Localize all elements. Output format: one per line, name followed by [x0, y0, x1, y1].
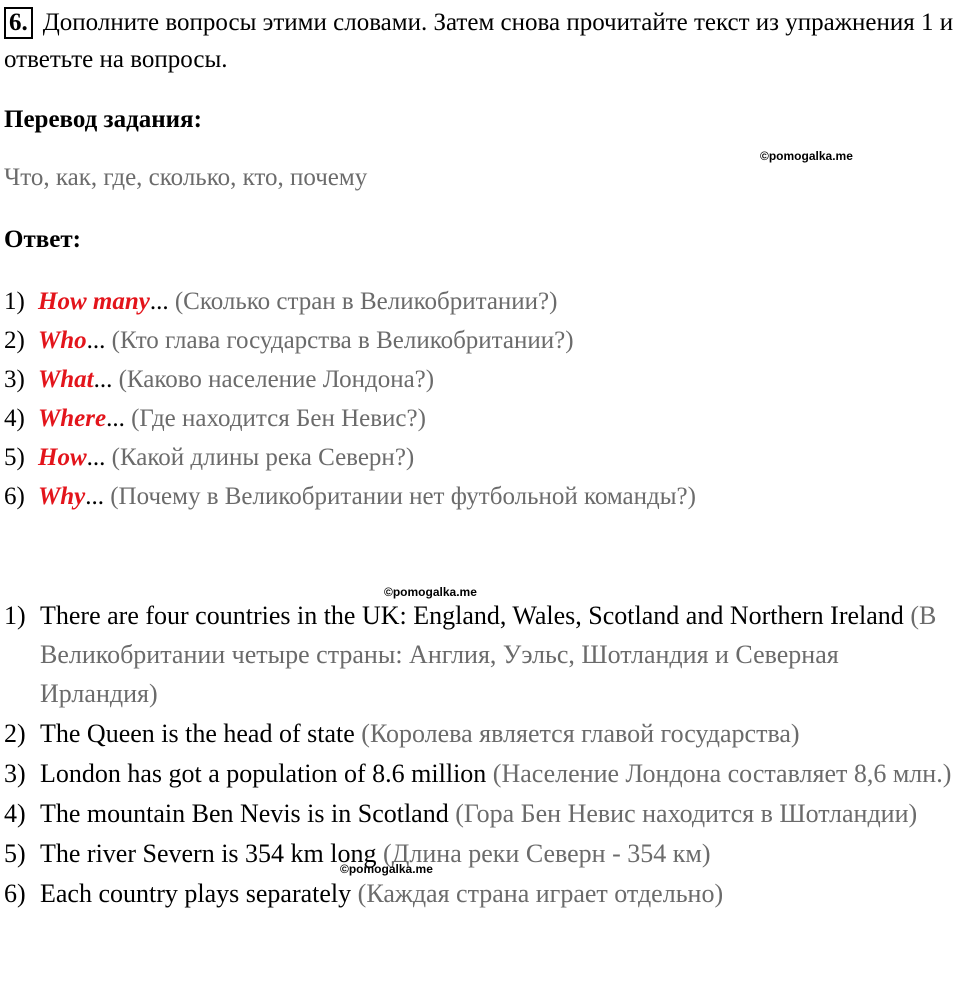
task-text: Дополните вопросы этими словами. Затем снова прочитайте текст из упражнения 1 и ответьте на вопросы. — [4, 9, 954, 73]
answer-translation: (Длина реки Северн - 354 км) — [376, 839, 711, 868]
question-word: Where — [38, 405, 107, 432]
ellipsis: ... — [86, 444, 106, 471]
list-item — [4, 596, 960, 713]
ellipsis: ... — [106, 405, 125, 432]
item-number: 4) — [4, 405, 25, 432]
item-number: 2) — [4, 719, 26, 748]
ellipsis: ... — [85, 483, 104, 510]
answer-translation: (Королева является главой государства) — [354, 719, 800, 748]
question-word: Why — [38, 483, 86, 510]
list-item — [4, 321, 696, 360]
task-statement — [4, 4, 954, 78]
translation-text: Что, как, где, сколько, кто, почему — [4, 164, 368, 191]
answer-heading: Ответ: — [4, 226, 81, 253]
list-item — [4, 399, 696, 438]
translation-heading: Перевод задания: — [4, 106, 202, 133]
answer-translation: (Гора Бен Невис находится в Шотландии) — [448, 799, 918, 828]
answer-english: There are four countries in the UK: England, Wales, Scotland and Northern Ireland — [40, 601, 904, 630]
item-number: 6) — [4, 483, 25, 510]
question-word: Who — [38, 327, 87, 354]
watermark: ©pomogalka.me — [384, 585, 477, 599]
item-number: 6) — [4, 879, 26, 908]
item-number: 1) — [4, 288, 25, 315]
list-item — [4, 438, 696, 477]
list-item — [4, 754, 960, 793]
list-item — [4, 282, 696, 321]
question-word: How — [38, 444, 87, 471]
ellipsis: ... — [93, 366, 113, 393]
item-number: 2) — [4, 327, 25, 354]
question-word: What — [38, 366, 94, 393]
item-number: 3) — [4, 366, 25, 393]
list-item — [4, 874, 960, 913]
answer-english: The mountain Ben Nevis is in Scotland — [40, 799, 449, 828]
watermark: ©pomogalka.me — [340, 862, 433, 876]
answer-translation: (Каждая страна играет отдельно) — [351, 879, 724, 908]
question-translation: (Сколько стран в Великобритании?) — [168, 288, 558, 315]
answer-list — [4, 596, 960, 914]
answer-english: The Queen is the head of state — [40, 719, 355, 748]
question-list — [4, 282, 696, 516]
question-translation: (Каково население Лондона?) — [112, 366, 435, 393]
item-number: 1) — [4, 601, 26, 630]
ellipsis: ... — [86, 327, 106, 354]
answer-english: Each country plays separately — [40, 879, 352, 908]
ellipsis: ... — [149, 288, 169, 315]
answer-english: London has got a population of 8.6 million — [40, 759, 487, 788]
question-translation: (Кто глава государства в Великобритании?) — [105, 327, 574, 354]
answer-translation: (В Великобритании четыре страны: Англия, Уэльс, Шотландия и Северная Ирландия) — [40, 601, 937, 708]
list-item — [4, 714, 960, 753]
list-item — [4, 834, 960, 873]
list-item — [4, 477, 696, 516]
item-number: 5) — [4, 839, 26, 868]
list-item — [4, 794, 960, 833]
question-translation: (Почему в Великобритании нет футбольной команды?) — [103, 483, 696, 510]
item-number: 3) — [4, 759, 26, 788]
watermark: ©pomogalka.me — [760, 149, 853, 163]
list-item — [4, 360, 696, 399]
answer-translation: (Население Лондона составляет 8,6 млн.) — [486, 759, 952, 788]
item-number: 4) — [4, 799, 26, 828]
task-number: 6. — [4, 7, 33, 39]
question-translation: (Где находится Бен Невис?) — [124, 405, 426, 432]
question-translation: (Какой длины река Северн?) — [105, 444, 415, 471]
question-word: How many — [38, 288, 150, 315]
answer-english: The river Severn is 354 km long — [40, 839, 377, 868]
item-number: 5) — [4, 444, 25, 471]
